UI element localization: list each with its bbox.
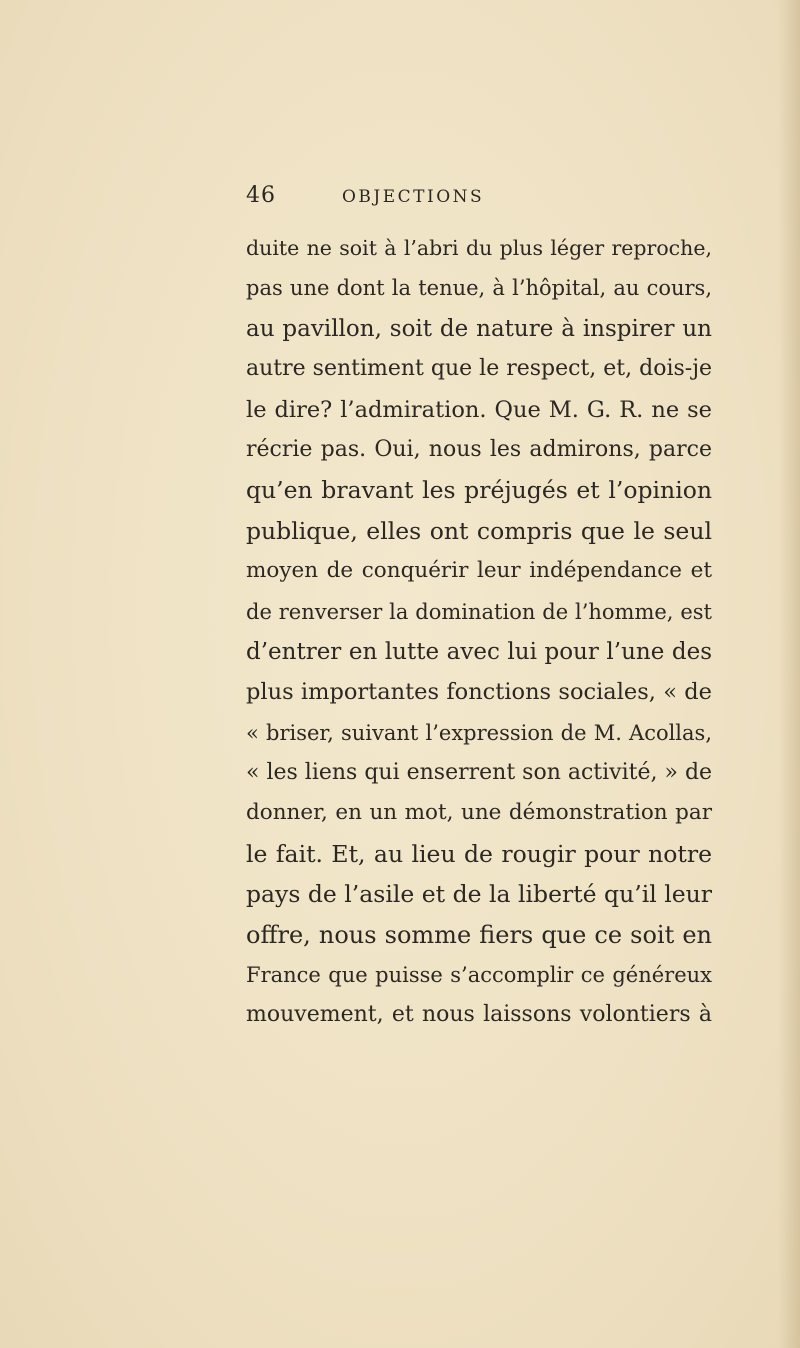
text-line: duite ne soit à l’abri du plus léger reproche, xyxy=(246,236,712,260)
text-line: autre sentiment que le respect, et, dois-je xyxy=(246,356,713,382)
text-line: pays de l’asile et de la liberté qu’il leur xyxy=(246,880,712,909)
text-line: le dire? l’admiration. Que M. G. R. ne se xyxy=(246,396,712,423)
page-number: 46 xyxy=(246,183,276,208)
text-line: plus importantes fonctions sociales, « de xyxy=(246,679,712,706)
text-line: pas une dont la tenue, à l’hôpital, au cours, xyxy=(246,276,712,301)
text-line: offre, nous somme fiers que ce soit en xyxy=(246,920,712,949)
text-line: « les liens qui enserrent son activité, » de xyxy=(246,760,713,786)
text-line: qu’en bravant les préjugés et l’opinion xyxy=(246,476,712,505)
text-line: d’entrer en lutte avec lui pour l’une des xyxy=(246,638,712,665)
page-edge-shadow xyxy=(778,0,800,1348)
text-line: France que puisse s’accomplir ce généreux xyxy=(246,963,712,988)
text-line: de renverser la domination de l’homme, est xyxy=(246,599,712,624)
text-line: récrie pas. Oui, nous les admirons, parce xyxy=(246,436,712,462)
running-head: OBJECTIONS xyxy=(342,187,485,207)
text-line: mouvement, et nous laissons volontiers à xyxy=(246,1002,712,1028)
text-line: donner, en un mot, une démonstration par xyxy=(246,800,712,826)
text-line: le fait. Et, au lieu de rougir pour notre xyxy=(246,839,712,868)
text-line: publique, elles ont compris que le seul xyxy=(246,516,712,545)
text-line: au pavillon, soit de nature à inspirer un xyxy=(246,315,712,342)
page-header xyxy=(246,183,716,223)
body-text xyxy=(246,228,712,1036)
text-line: « briser, suivant l’expression de M. Acollas, xyxy=(246,720,712,745)
text-line: moyen de conquérir leur indépendance et xyxy=(246,558,712,584)
